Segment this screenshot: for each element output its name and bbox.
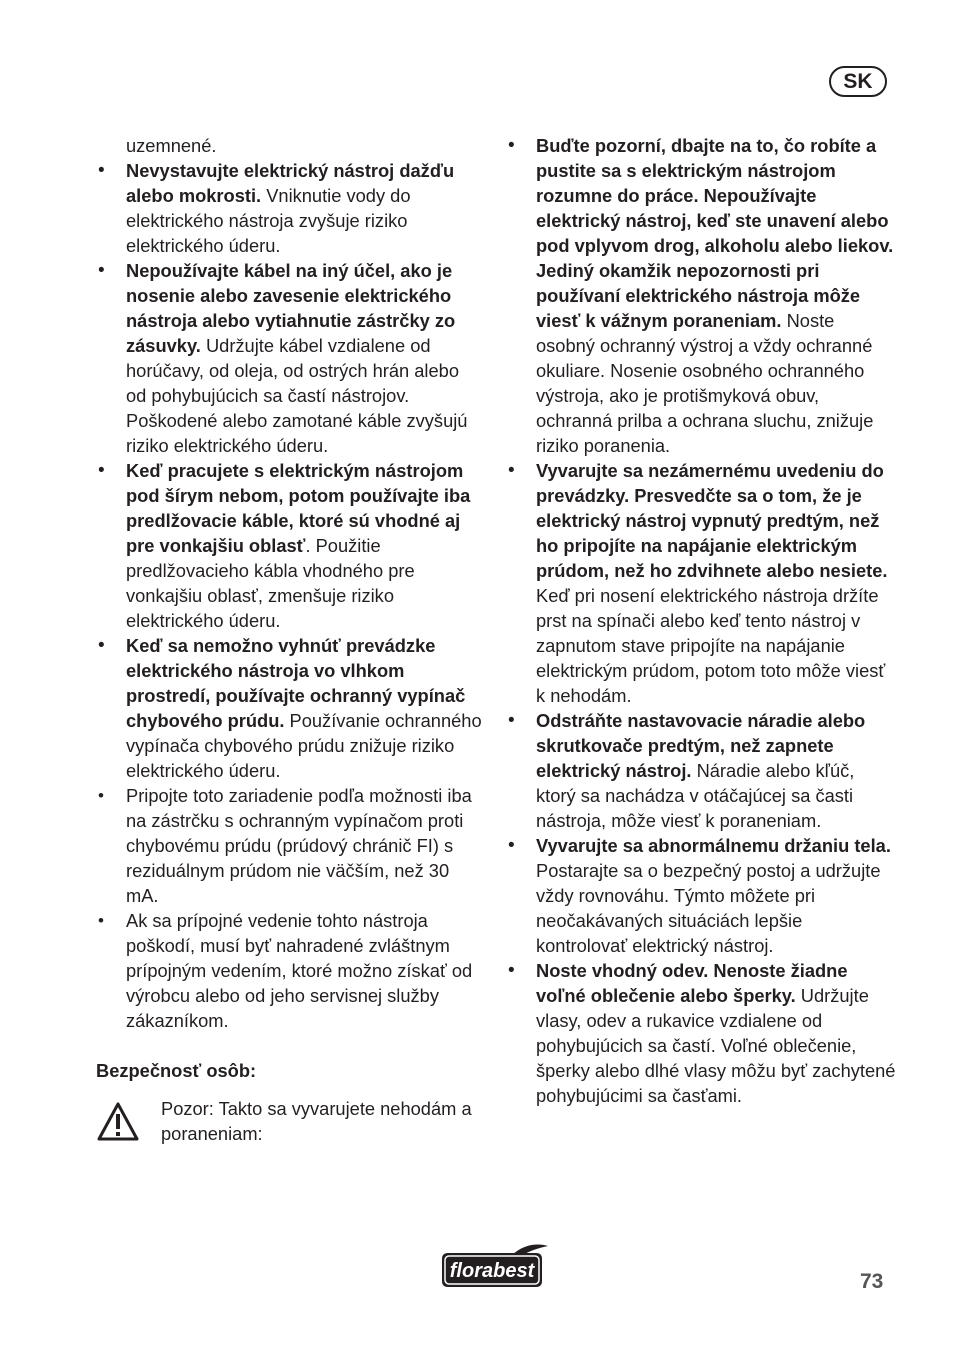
list-item-bold: Odstráňte nastavovacie náradie alebo skrutkovače predtým, než zapnete elektrický nástroj. [536, 710, 866, 781]
list-item-bold: Keď pracujete s elektrickým nástrojom pod šírym nebom, potom používajte iba predlžovacie káble, ktoré sú vhodné aj pre vonkajšiu oblasť [126, 460, 471, 556]
continuation-text [96, 133, 484, 158]
list-item [506, 958, 898, 1108]
list-item-bold: Nevystavujte elektrický nástroj dažďu alebo mokrosti. [126, 160, 455, 206]
list-item-text: . Použitie predlžovacieho kábla vhodného pre vonkajšiu oblasť, zmenšuje riziko elektrického úderu. [126, 535, 415, 631]
list-item [96, 258, 484, 458]
right-column [506, 133, 898, 1108]
list-item [96, 458, 484, 633]
list-item [96, 633, 484, 783]
list-item [96, 158, 484, 258]
list-item-text: Vniknutie vody do elektrického nástroja zvyšuje riziko elektrického úderu. [126, 185, 411, 256]
language-badge: SK [829, 66, 887, 97]
continuation-text-span: uzemnené. [126, 135, 217, 156]
list-item-bold: Buďte pozorní, dbajte na to, čo robíte a pustite sa s elektrickým nástrojom rozumne do práce. Nepoužívajte elektrický nástroj, keď ste unavení alebo pod vplyvom drog, alkoholu alebo liekov. Jediný okamžik nepozornosti pri používaní elektrického nástroja môže viesť k vážnym poraneniam. [536, 135, 894, 331]
list-item [96, 783, 484, 908]
list-item [506, 708, 898, 833]
list-item-text: Poškodené alebo zamotané káble zvyšujú riziko elektrického úderu. [126, 410, 468, 456]
list-item [506, 833, 898, 958]
list-item-text: Udržujte vlasy, odev a rukavice vzdialene od pohybujúcich sa častí. Voľné oblečenie, šperky alebo dlhé vlasy môžu byť zachytené pohybujúcimi sa časťami. [536, 985, 896, 1106]
logo-text: florabest [449, 1260, 535, 1282]
list-item-bold: Vyvarujte sa abnormálnemu držaniu tela. [536, 835, 891, 856]
florabest-logo [438, 1244, 551, 1288]
list-item-bold: Noste vhodný odev. Nenoste žiadne voľné oblečenie alebo šperky. [536, 960, 848, 1006]
list-item-text: Náradie alebo kľúč, ktorý sa nachádza v otáčajúcej sa časti nástroja, môže viesť k poraneniam. [536, 760, 855, 831]
warning-text: Pozor: Takto sa vyvarujete nehodám a poraneniam: [161, 1098, 472, 1144]
list-item-text: Používanie ochranného vypínača chybového prúdu znižuje riziko elektrického úderu. [126, 710, 482, 781]
page-number: 73 [860, 1270, 884, 1293]
section-heading: Bezpečnosť osôb: [96, 1060, 257, 1081]
list-item [506, 133, 898, 458]
list-item-text: Udržujte kábel vzdialene od horúčavy, od oleja, od ostrých hrán alebo od pohybujúcich sa častí nástrojov. [126, 335, 459, 406]
list-item-bold: Vyvarujte sa nezámernému uvedeniu do prevádzky. Presvedčte sa o tom, že je elektrický nástroj vypnutý predtým, než ho pripojíte na napájanie elektrickým prúdom, než ho zdvihnete alebo nesiete. [536, 460, 888, 581]
list-item-bold: Nepoužívajte kábel na iný účel, ako je nosenie alebo zavesenie elektrického nástroja alebo vytiahnutie zástrčky zo zásuvky. [126, 260, 456, 356]
warning-notice [96, 1096, 484, 1148]
list-item-bold: Keď sa nemožno vyhnúť prevádzke elektrického nástroja vo vlhkom prostredí, používajte ochranný vypínač chybového prúdu. [126, 635, 466, 731]
warning-icon [96, 1100, 140, 1144]
left-column [96, 133, 484, 1148]
list-item [96, 908, 484, 1033]
list-item-text: Postarajte sa o bezpečný postoj a udržujte vždy rovnováhu. Týmto môžete pri neočakávaných situáciách lepšie kontrolovať elektrický nástroj. [536, 860, 881, 956]
list-item-text: Noste osobný ochranný výstroj a vždy ochranné okuliare. Nosenie osobného ochranného výstroja, ako je protišmyková obuv, ochranná prilba a ochrana sluchu, znižuje riziko poranenia. [536, 310, 874, 456]
list-item-text: Ak sa prípojné vedenie tohto nástroja poškodí, musí byť nahradené zvláštnym prípojným vedením, ktoré možno získať od výrobcu alebo od jeho servisnej služby zákazníkom. [126, 910, 473, 1031]
list-item-text: Keď pri nosení elektrického nástroja držíte prst na spínači alebo keď tento nástroj v zapnutom stave pripojíte na napájanie elektrickým prúdom, potom toto môže viesť k nehodám. [536, 585, 886, 706]
list-item-text: Pripojte toto zariadenie podľa možnosti iba na zástrčku s ochranným vypínačom proti chybovému prúdu (prúdový chránič FI) s reziduálnym prúdom nie väčším, než 30 mA. [126, 785, 472, 906]
list-item [506, 458, 898, 708]
